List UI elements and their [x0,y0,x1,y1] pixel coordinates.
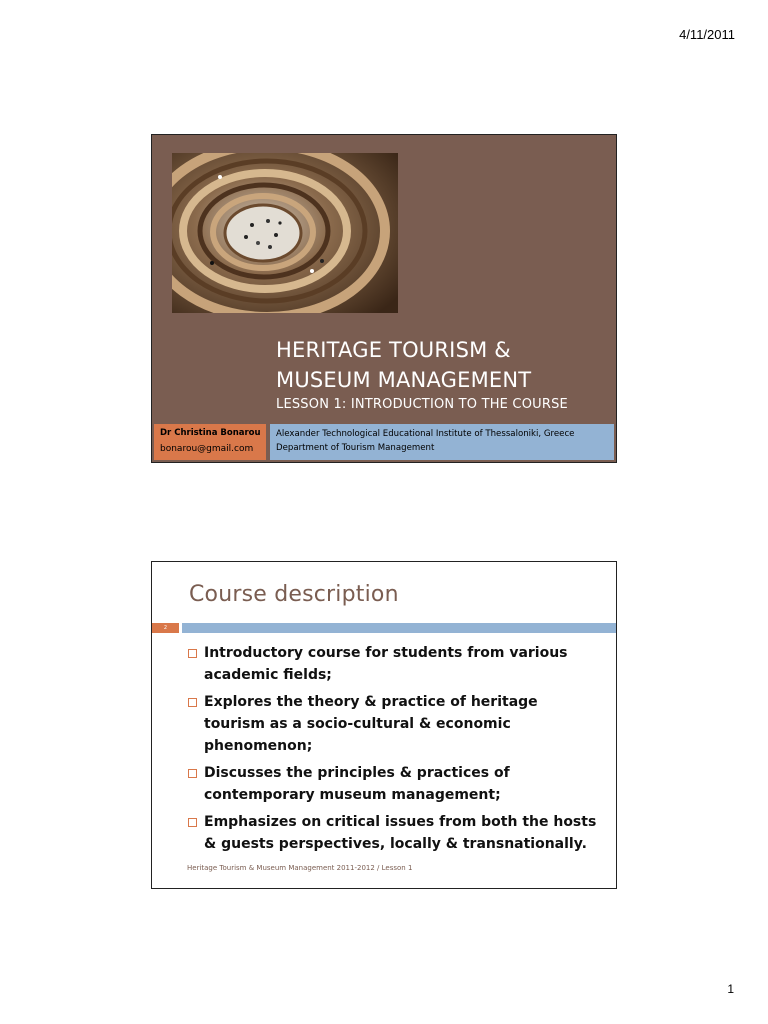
bullet-item [188,811,598,855]
title-divider-bar [182,623,616,633]
title-slide [151,134,617,463]
checkbox-bullet-icon [188,818,197,827]
institution-name: Alexander Technological Educational Institute of Thessaloniki, Greece [276,429,575,439]
slide-title-line-2: MUSEUM MANAGEMENT [276,368,532,392]
bullet-item [188,642,598,686]
bullet-item [188,691,598,757]
author-name: Dr Christina Bonarou [160,428,261,438]
checkbox-bullet-icon [188,698,197,707]
title-block [276,335,568,414]
bullet-list [188,642,598,860]
bullet-item [188,762,598,806]
bullet-text: Introductory course for students from various academic fields; [204,645,568,683]
slide-subtitle: LESSON 1: INTRODUCTION TO THE COURSE [276,397,568,412]
author-email: bonarou@gmail.com [160,444,254,454]
slide-footer: Heritage Tourism & Museum Management 2011-2012 / Lesson 1 [187,864,413,872]
bullet-text: Explores the theory & practice of heritage tourism as a socio-cultural & economic phenomenon; [204,694,538,754]
author-box [154,424,266,460]
bullet-text: Discusses the principles & practices of contemporary museum management; [204,765,510,803]
checkbox-bullet-icon [188,769,197,778]
bullet-text: Emphasizes on critical issues from both the hosts & guests perspectives, locally & transnationally. [204,814,597,852]
department-name: Department of Tourism Management [276,443,435,453]
slide-title: Course description [189,582,399,607]
slide-number: 2 [152,623,179,633]
institution-box [270,424,614,460]
page-number: 1 [727,982,734,996]
spiral-staircase-photo [172,153,398,313]
checkbox-bullet-icon [188,649,197,658]
page-date: 4/11/2011 [679,27,735,42]
slide-title-line-1: HERITAGE TOURISM & [276,338,511,362]
course-description-slide [151,561,617,889]
